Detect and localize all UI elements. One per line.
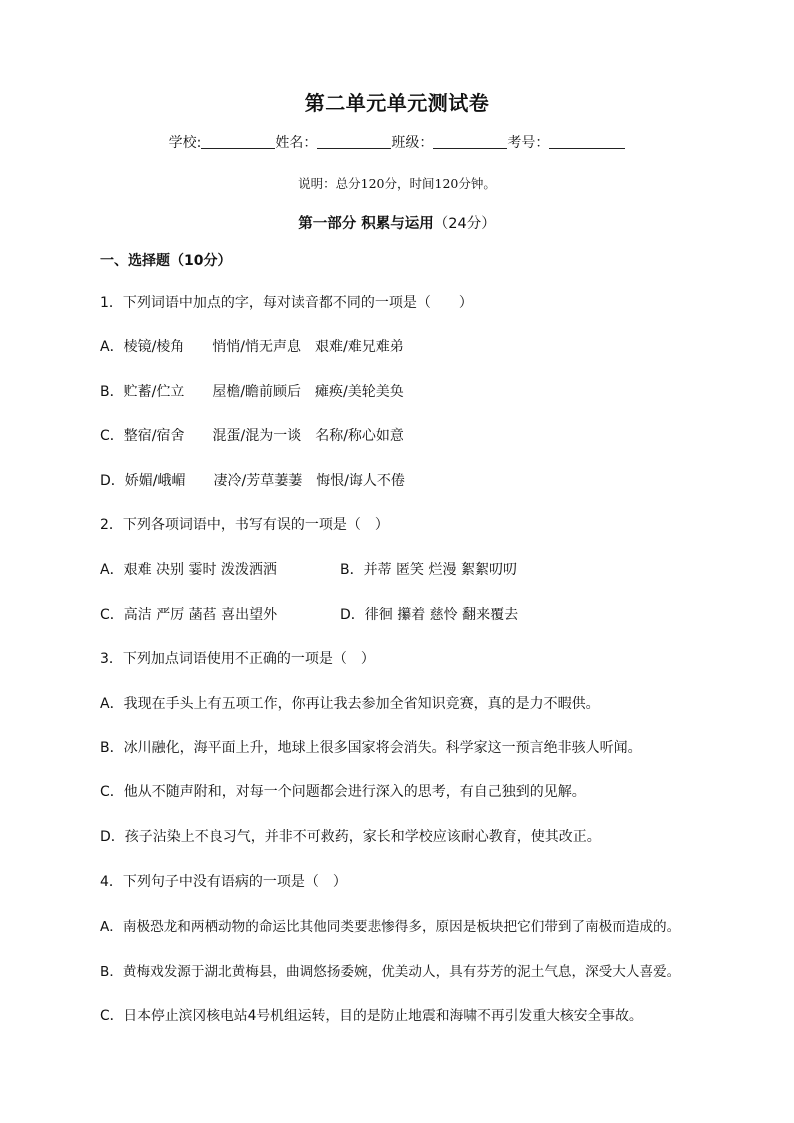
part-heading [0, 212, 794, 233]
question-2-option-a: A．艰难 决别 霎时 泼泼洒洒 [100, 562, 277, 578]
student-info-line [0, 132, 794, 152]
section-heading: 一、选择题（10分） [100, 253, 232, 269]
question-4-option-b: B．黄梅戏发源于湖北黄梅县，曲调悠扬委婉，优美动人，具有芬芳的泥土气息，深受大人喜爱。 [100, 964, 681, 980]
question-2-option-b: B．并蒂 匿笑 烂漫 絮絮叨叨 [340, 562, 517, 578]
option-word: 凄冷/芳草萋萋 [213, 473, 303, 489]
question-2-option-d: D．徘徊 攥着 慈怜 翻来覆去 [340, 607, 519, 623]
option-letter: B． [100, 384, 124, 400]
option-word: 贮蓄/伫立 [123, 384, 185, 400]
option-letter: C． [100, 428, 124, 444]
question-3-option-a: A．我现在手头上有五项工作，你再让我去参加全省知识竞赛，真的是力不暇供。 [100, 696, 600, 712]
option-word: 艰难/难兄难弟 [315, 339, 404, 355]
school-label: 学校: [168, 135, 202, 151]
page-title: 第二单元单元测试卷 [304, 91, 490, 115]
option-letter: D． [100, 473, 125, 489]
question-3-stem: 3．下列加点词语使用不正确的一项是（ ） [100, 651, 375, 667]
question-3-option-b: B．冰川融化，海平面上升，地球上很多国家将会消失。科学家这一预言绝非骇人听闻。 [100, 740, 642, 756]
option-word: 悔恨/诲人不倦 [316, 473, 405, 489]
question-1-option-b [100, 381, 404, 401]
question-1-option-c [100, 425, 404, 445]
number-label: 考号： [507, 135, 550, 151]
name-blank[interactable] [317, 134, 391, 149]
question-3-option-c: C．他从不随声附和，对每一个问题都会进行深入的思考，有自己独到的见解。 [100, 784, 586, 800]
option-word: 瘫痪/美轮美奂 [315, 384, 404, 400]
question-1-option-d [100, 470, 405, 490]
option-word: 棱镜/棱角 [123, 339, 185, 355]
question-1-option-a [100, 336, 404, 356]
option-word: 混蛋/混为一谈 [212, 428, 302, 444]
option-word: 名称/称心如意 [315, 428, 404, 444]
option-word: 屋檐/瞻前顾后 [212, 384, 302, 400]
option-word: 娇媚/峨嵋 [124, 473, 186, 489]
name-label: 姓名： [275, 135, 318, 151]
question-3-option-d: D．孩子沾染上不良习气，并非不可救药，家长和学校应该耐心教育，使其改正。 [100, 829, 601, 845]
question-1-stem: 1．下列词语中加点的字，每对读音都不同的一项是（ ） [100, 295, 473, 311]
part-title: 第一部分 积累与运用 [298, 216, 434, 232]
option-word: 整宿/宿舍 [123, 428, 185, 444]
part-score: （24分） [433, 216, 496, 232]
exam-note: 说明：总分120分，时间120分钟。 [298, 176, 496, 191]
school-blank[interactable] [201, 134, 275, 149]
option-letter: A． [100, 339, 124, 355]
question-4-option-c: C．日本停止滨冈核电站4号机组运转，目的是防止地震和海啸不再引发重大核安全事故。 [100, 1008, 643, 1024]
question-2-option-c: C．高洁 严厉 菡萏 喜出望外 [100, 607, 278, 623]
question-4-option-a: A．南极恐龙和两栖动物的命运比其他同类要悲惨得多，原因是板块把它们带到了南极而造成的。 [100, 919, 681, 935]
class-blank[interactable] [433, 134, 507, 149]
question-2-stem: 2．下列各项词语中，书写有误的一项是（ ） [100, 517, 389, 533]
class-label: 班级： [391, 135, 434, 151]
option-word: 悄悄/悄无声息 [212, 339, 302, 355]
question-4-stem: 4．下列句子中没有语病的一项是（ ） [100, 874, 347, 890]
number-blank[interactable] [549, 134, 625, 149]
